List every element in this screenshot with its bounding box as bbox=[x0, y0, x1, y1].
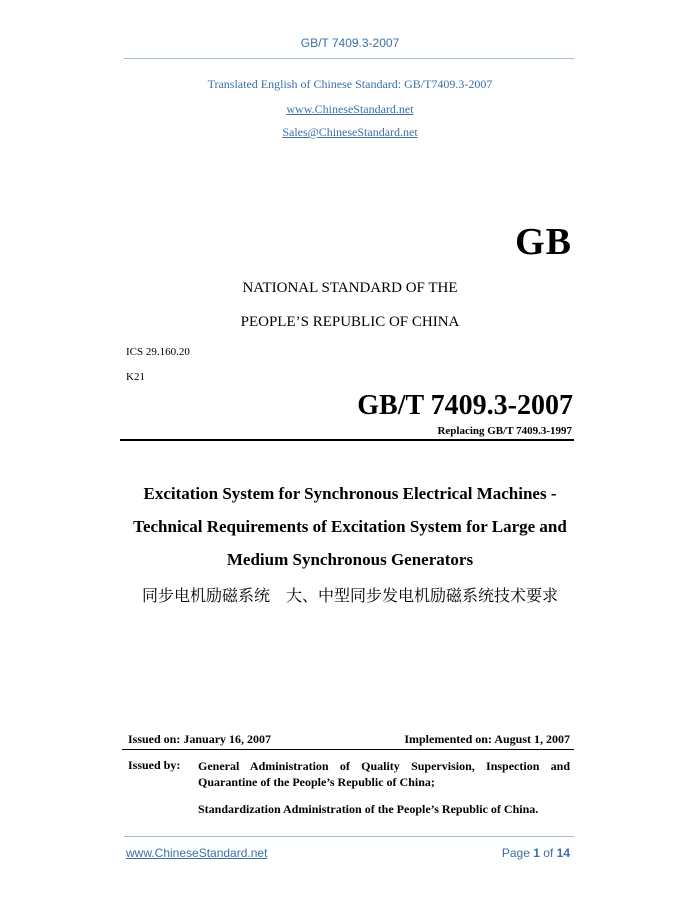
page-indicator bbox=[502, 846, 570, 860]
ccs-code: K21 bbox=[126, 371, 145, 383]
chinese-title: 同步电机励磁系统 大、中型同步发电机励磁系统技术要求 bbox=[141, 586, 558, 605]
national-line-1: NATIONAL STANDARD OF THE bbox=[242, 280, 458, 296]
title-line-2: Technical Requirements of Excitation System for Large and bbox=[133, 517, 567, 536]
implemented-date: Implemented on: August 1, 2007 bbox=[404, 732, 570, 746]
title-line-3: Medium Synchronous Generators bbox=[226, 550, 474, 569]
issued-date: Issued on: January 16, 2007 bbox=[128, 732, 272, 746]
title-divider bbox=[120, 439, 574, 441]
footer-divider bbox=[124, 836, 574, 837]
of-word: of bbox=[543, 846, 554, 860]
dates-row bbox=[128, 732, 570, 747]
national-line-2: PEOPLE’S REPUBLIC OF CHINA bbox=[240, 314, 460, 330]
ics-code: ICS 29.160.20 bbox=[126, 346, 190, 358]
website-link[interactable]: www.ChineseStandard.net bbox=[286, 102, 414, 116]
replacing-note: Replacing GB/T 7409.3-1997 bbox=[437, 425, 572, 437]
page-total: 14 bbox=[556, 846, 570, 860]
page-word: Page bbox=[501, 846, 530, 860]
issuer-org-2: Standardization Administration of the People’s Republic of China. bbox=[198, 802, 539, 816]
gb-mark: GB bbox=[515, 221, 572, 263]
email-link[interactable]: Sales@ChineseStandard.net bbox=[282, 125, 418, 139]
translated-note: Translated English of Chinese Standard: GB/T7409.3-2007 bbox=[207, 77, 493, 91]
dates-divider bbox=[122, 749, 574, 750]
issued-by-label: Issued by: bbox=[128, 758, 181, 772]
header-code: GB/T 7409.3-2007 bbox=[300, 36, 400, 50]
footer-website-link[interactable]: www.ChineseStandard.net bbox=[126, 846, 268, 860]
issuer-org-1: General Administration of Quality Supervision, Inspection and Quarantine of the People’s Republic of China; bbox=[198, 759, 570, 789]
header-divider bbox=[124, 58, 574, 59]
page-number: 1 bbox=[533, 846, 540, 860]
title-line-1: Excitation System for Synchronous Electrical Machines - bbox=[143, 484, 557, 503]
standard-number: GB/T 7409.3-2007 bbox=[357, 390, 573, 421]
